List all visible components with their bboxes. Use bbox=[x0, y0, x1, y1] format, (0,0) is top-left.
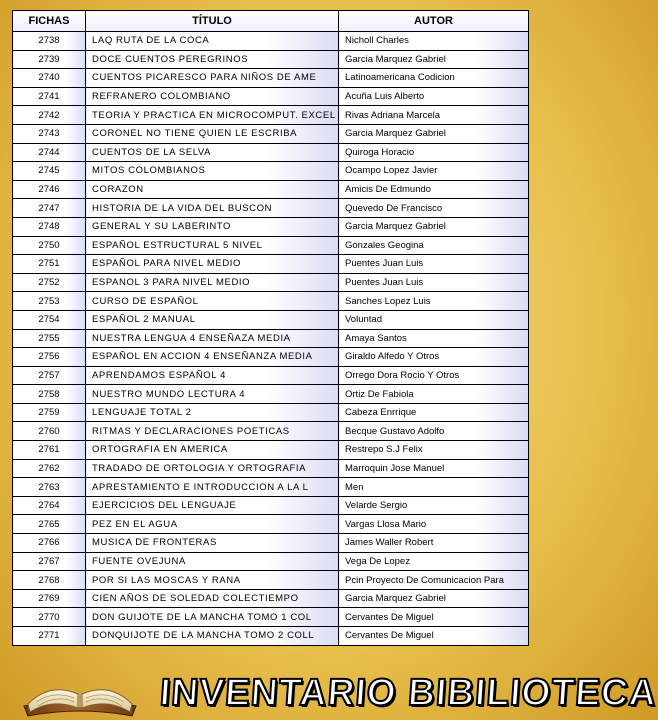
table-row bbox=[13, 255, 529, 274]
table-header-row bbox=[13, 11, 529, 32]
table-row bbox=[13, 366, 529, 385]
cell-titulo: ESPAÑOL 2 MANUAL bbox=[86, 310, 339, 329]
cell-titulo: NUESTRA LENGUA 4 ENSEÑAZA MEDIA bbox=[86, 329, 339, 348]
table-row bbox=[13, 478, 529, 497]
table-row bbox=[13, 515, 529, 534]
cell-autor: Puentes Juan Luis bbox=[339, 255, 529, 274]
cell-autor: Nicholl Charles bbox=[339, 32, 529, 51]
cell-ficha: 2746 bbox=[13, 180, 86, 199]
table-row bbox=[13, 162, 529, 181]
cell-ficha: 2765 bbox=[13, 515, 86, 534]
cell-autor: Cervantes De Miguel bbox=[339, 608, 529, 627]
cell-titulo: ESPAÑOL PARA NIVEL MEDIO bbox=[86, 255, 339, 274]
cell-ficha: 2769 bbox=[13, 589, 86, 608]
table-row bbox=[13, 87, 529, 106]
cell-ficha: 2754 bbox=[13, 310, 86, 329]
table-row bbox=[13, 50, 529, 69]
cell-titulo: PEZ EN EL AGUA bbox=[86, 515, 339, 534]
table-row bbox=[13, 236, 529, 255]
cell-autor: Marroquin Jose Manuel bbox=[339, 459, 529, 478]
cell-titulo: TRADADO DE ORTOLOGIA Y ORTOGRAFIA bbox=[86, 459, 339, 478]
cell-ficha: 2755 bbox=[13, 329, 86, 348]
header-titulo: TÍTULO bbox=[86, 11, 339, 32]
table-row bbox=[13, 217, 529, 236]
table-row bbox=[13, 106, 529, 125]
cell-titulo: LAQ RUTA DE LA COCA bbox=[86, 32, 339, 51]
cell-titulo: ORTOGRAFIA EN AMERICA bbox=[86, 441, 339, 460]
cell-autor: Voluntad bbox=[339, 310, 529, 329]
cell-titulo: ESPAÑOL EN ACCION 4 ENSEÑANZA MEDIA bbox=[86, 348, 339, 367]
cell-autor: Pcin Proyecto De Comunicacion Para bbox=[339, 571, 529, 590]
cell-ficha: 2757 bbox=[13, 366, 86, 385]
open-book-icon bbox=[20, 664, 140, 718]
cell-autor: Garcia Marquez Gabriel bbox=[339, 589, 529, 608]
cell-ficha: 2770 bbox=[13, 608, 86, 627]
cell-autor: Men bbox=[339, 478, 529, 497]
cell-titulo: CORONEL NO TIENE QUIEN LE ESCRIBA bbox=[86, 124, 339, 143]
table-row bbox=[13, 124, 529, 143]
cell-titulo: TEORIA Y PRACTICA EN MICROCOMPUT. EXCEL bbox=[86, 106, 339, 125]
cell-ficha: 2771 bbox=[13, 627, 86, 646]
table-row bbox=[13, 385, 529, 404]
cell-ficha: 2764 bbox=[13, 496, 86, 515]
cell-ficha: 2768 bbox=[13, 571, 86, 590]
cell-titulo: POR SI LAS MOSCAS Y RANA bbox=[86, 571, 339, 590]
cell-titulo: LENGUAJE TOTAL 2 bbox=[86, 403, 339, 422]
cell-ficha: 2762 bbox=[13, 459, 86, 478]
cell-autor: Orrego Dora Rocio Y Otros bbox=[339, 366, 529, 385]
cell-autor: Garcia Marquez Gabriel bbox=[339, 50, 529, 69]
header-fichas: FICHAS bbox=[13, 11, 86, 32]
table-row bbox=[13, 571, 529, 590]
header-autor: AUTOR bbox=[339, 11, 529, 32]
cell-autor: Puentes Juan Luis bbox=[339, 273, 529, 292]
table-row bbox=[13, 534, 529, 553]
cell-autor: Amaya Santos bbox=[339, 329, 529, 348]
cell-ficha: 2738 bbox=[13, 32, 86, 51]
cell-autor: James Waller Robert bbox=[339, 534, 529, 553]
table-row bbox=[13, 310, 529, 329]
cell-autor: Vargas Llosa Mario bbox=[339, 515, 529, 534]
cell-ficha: 2759 bbox=[13, 403, 86, 422]
cell-titulo: APRESTAMIENTO E INTRODUCCION A LA L bbox=[86, 478, 339, 497]
table-row bbox=[13, 422, 529, 441]
cell-ficha: 2748 bbox=[13, 217, 86, 236]
cell-titulo: EJERCICIOS DEL LENGUAJE bbox=[86, 496, 339, 515]
table-row bbox=[13, 329, 529, 348]
cell-titulo: MUSICA DE FRONTERAS bbox=[86, 534, 339, 553]
cell-autor: Latinoamericana Codicion bbox=[339, 69, 529, 88]
cell-autor: Garcia Marquez Gabriel bbox=[339, 217, 529, 236]
table-row bbox=[13, 627, 529, 646]
cell-ficha: 2742 bbox=[13, 106, 86, 125]
cell-ficha: 2756 bbox=[13, 348, 86, 367]
cell-autor: Velarde Sergio bbox=[339, 496, 529, 515]
cell-ficha: 2752 bbox=[13, 273, 86, 292]
cell-titulo: ESPAÑOL ESTRUCTURAL 5 NIVEL bbox=[86, 236, 339, 255]
cell-ficha: 2766 bbox=[13, 534, 86, 553]
cell-titulo: APRENDAMOS ESPAÑOL 4 bbox=[86, 366, 339, 385]
cell-titulo: GENERAL Y SU LABERINTO bbox=[86, 217, 339, 236]
cell-autor: Rivas Adriana Marcela bbox=[339, 106, 529, 125]
table-row bbox=[13, 496, 529, 515]
cell-titulo: CUENTOS DE LA SELVA bbox=[86, 143, 339, 162]
cell-ficha: 2758 bbox=[13, 385, 86, 404]
cell-autor: Quevedo De Francisco bbox=[339, 199, 529, 218]
cell-titulo: NUESTRO MUNDO LECTURA 4 bbox=[86, 385, 339, 404]
table-row bbox=[13, 292, 529, 311]
table-row bbox=[13, 552, 529, 571]
cell-ficha: 2751 bbox=[13, 255, 86, 274]
cell-ficha: 2739 bbox=[13, 50, 86, 69]
cell-autor: Giraldo Alfedo Y Otros bbox=[339, 348, 529, 367]
table-row bbox=[13, 441, 529, 460]
table-row bbox=[13, 199, 529, 218]
cell-ficha: 2753 bbox=[13, 292, 86, 311]
cell-ficha: 2745 bbox=[13, 162, 86, 181]
cell-ficha: 2760 bbox=[13, 422, 86, 441]
table-row bbox=[13, 403, 529, 422]
table-row bbox=[13, 273, 529, 292]
table-row bbox=[13, 459, 529, 478]
cell-ficha: 2750 bbox=[13, 236, 86, 255]
cell-ficha: 2740 bbox=[13, 69, 86, 88]
cell-titulo: MITOS COLOMBIANOS bbox=[86, 162, 339, 181]
cell-titulo: ESPANOL 3 PARA NIVEL MEDIO bbox=[86, 273, 339, 292]
cell-autor: Becque Gustavo Adolfo bbox=[339, 422, 529, 441]
table-body bbox=[13, 32, 529, 646]
cell-autor: Ortiz De Fabiola bbox=[339, 385, 529, 404]
cell-autor: Sanches Lopez Luis bbox=[339, 292, 529, 311]
table-row bbox=[13, 348, 529, 367]
cell-titulo: CURSO DE ESPAÑOL bbox=[86, 292, 339, 311]
inventory-table bbox=[12, 10, 529, 646]
cell-ficha: 2744 bbox=[13, 143, 86, 162]
cell-titulo: HISTORIA DE LA VIDA DEL BUSCON bbox=[86, 199, 339, 218]
cell-titulo: REFRANERO COLOMBIANO bbox=[86, 87, 339, 106]
cell-titulo: DON GUIJOTE DE LA MANCHA TOMO 1 COL bbox=[86, 608, 339, 627]
cell-ficha: 2743 bbox=[13, 124, 86, 143]
table-row bbox=[13, 143, 529, 162]
table-row bbox=[13, 32, 529, 51]
cell-autor: Acuña Luis Alberto bbox=[339, 87, 529, 106]
cell-autor: Amicis De Edmundo bbox=[339, 180, 529, 199]
cell-autor: Cabeza Enrrique bbox=[339, 403, 529, 422]
cell-titulo: CORAZON bbox=[86, 180, 339, 199]
inventory-title: INVENTARIO BIBILIOTECA bbox=[158, 672, 658, 714]
cell-autor: Ocampo Lopez Javier bbox=[339, 162, 529, 181]
cell-ficha: 2741 bbox=[13, 87, 86, 106]
cell-titulo: CIEN AÑOS DE SOLEDAD COLECTIEMPO bbox=[86, 589, 339, 608]
cell-ficha: 2763 bbox=[13, 478, 86, 497]
cell-autor: Cervantes De Miguel bbox=[339, 627, 529, 646]
cell-autor: Quiroga Horacio bbox=[339, 143, 529, 162]
cell-titulo: DONQUIJOTE DE LA MANCHA TOMO 2 COLL bbox=[86, 627, 339, 646]
cell-titulo: CUENTOS PICARESCO PARA NIÑOS DE AME bbox=[86, 69, 339, 88]
cell-titulo: DOCE CUENTOS PEREGRINOS bbox=[86, 50, 339, 69]
table-row bbox=[13, 608, 529, 627]
table-row bbox=[13, 69, 529, 88]
cell-titulo: RITMAS Y DECLARACIONES POETICAS bbox=[86, 422, 339, 441]
table-row bbox=[13, 589, 529, 608]
table-row bbox=[13, 180, 529, 199]
cell-ficha: 2761 bbox=[13, 441, 86, 460]
cell-autor: Gonzales Geogina bbox=[339, 236, 529, 255]
cell-autor: Vega De Lopez bbox=[339, 552, 529, 571]
cell-titulo: FUENTE OVEJUNA bbox=[86, 552, 339, 571]
cell-autor: Restrepo S.J Felix bbox=[339, 441, 529, 460]
cell-autor: Garcia Marquez Gabriel bbox=[339, 124, 529, 143]
cell-ficha: 2767 bbox=[13, 552, 86, 571]
inventory-table-container bbox=[12, 10, 528, 646]
cell-ficha: 2747 bbox=[13, 199, 86, 218]
